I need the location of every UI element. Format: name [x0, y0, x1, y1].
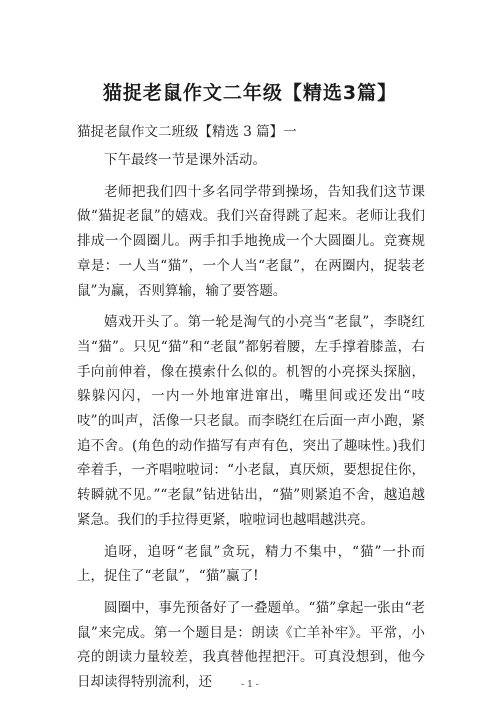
paragraph: 老师把我们四十多名同学带到操场，告知我们这节课做“猫捉老鼠”的嬉戏。我们兴奋得跳了起来。老师让我们排成一个圆圈儿。两手扣手地挽成一个大圆圈儿。竞赛规章是：一人当“猫”，一个人当“老鼠”，在两圈内，捉装老鼠”为赢，否则算输，输了要答题。	[77, 183, 425, 299]
paragraph: 下午最终一节是课外活动。	[104, 152, 266, 168]
paragraph: 追呀，追呀“老鼠”贪玩，精力不集中，“猫”一扑而上，捉住了“老鼠”，“猫”赢了!	[77, 543, 425, 585]
paragraph: 圆圈中，事先预备好了一叠题单。“猫”拿起一张由“老鼠”来完成。第一个题目是：朗读《亡羊补牢》。平常，小亮的朗读力量较差，我真替他捏把汗。可真没想到，他今日却读得特别流利，还	[77, 599, 425, 691]
document-body	[77, 148, 425, 702]
document-subtitle: 猫捉老鼠作文二班级【精选 3 篇】一	[77, 124, 297, 140]
document-title: 猫捉老鼠作文二年级【精选3篇】	[102, 82, 398, 104]
paragraph: 嬉戏开头了。第一轮是淘气的小亮当“老鼠”，李晓红当“猫”。只见“猫”和“老鼠”都躬着腰，左手撑着膝盖，右手向前伸着，像在摸索什么似的。机智的小亮探头探脑，躲躲闪闪，一内一外地窜进窜出，嘴里间或还发出“吱吱”的叫声，活像一只老鼠。而李晓红在后面一声小跑，紧追不舍。(角色的动作描写有声有色，突出了趣味性。)我们牵着手，一齐唱啦啦词：“小老鼠，真厌烦，要想捉住你，转瞬就不见。”“老鼠”钻进钻出，“猫”则紧追不舍，越追越紧急。我们的手拉得更紧，啦啦词也越唱越洪亮。	[77, 314, 425, 528]
page-number: - 1 -	[241, 680, 259, 690]
